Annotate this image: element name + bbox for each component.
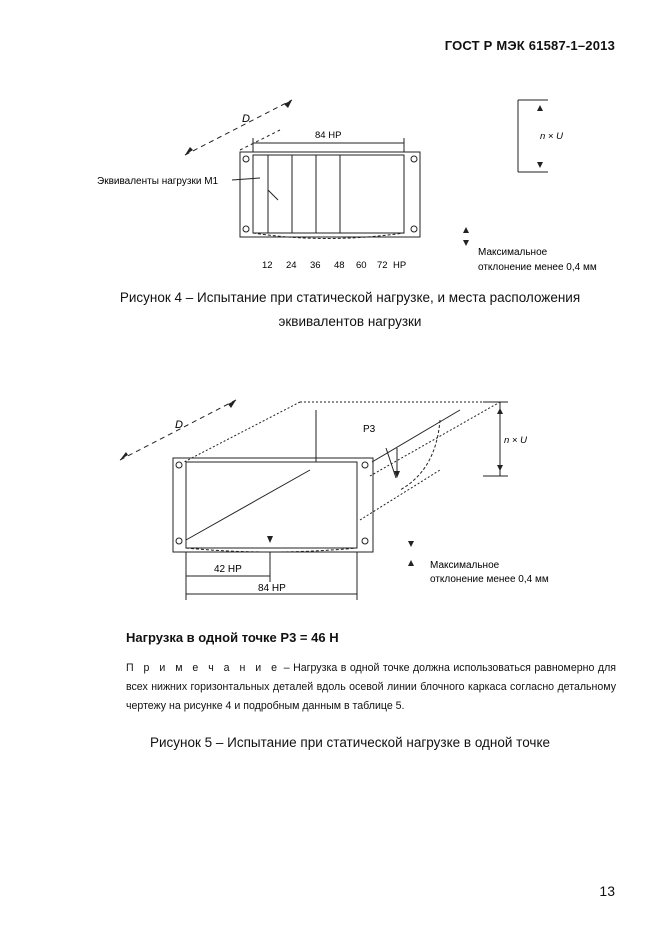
- hole5-bl: [176, 538, 182, 544]
- hole5-tr: [362, 462, 368, 468]
- fig5-d-label: D: [175, 419, 183, 431]
- top-right-persp: [372, 410, 460, 462]
- fig4-d-label: D: [242, 113, 250, 125]
- tick-12: 12: [262, 260, 273, 271]
- tick-60: 60: [356, 260, 367, 271]
- frame5-inner: [186, 462, 357, 548]
- fig4-nu-label: n × U: [540, 131, 563, 142]
- fig4-maxdev-2: отклонение менее 0,4 мм: [478, 262, 597, 273]
- hole5-br: [362, 538, 368, 544]
- fig4-maxdev-1: Максимальное: [478, 247, 548, 258]
- fig4-width-label: 84 HP: [315, 130, 342, 141]
- frame5-outer: [173, 458, 373, 552]
- dev5-arrow-bottom: [408, 560, 414, 566]
- dev5-arrow-top: [408, 541, 414, 547]
- load-title: Нагрузка в одной точке P3 = 46 Н: [126, 630, 339, 645]
- d5-arrow-head: [228, 400, 236, 408]
- p3-leader: [386, 448, 396, 478]
- nu5-arrow-top: [497, 408, 503, 414]
- center-load-arrow: [267, 536, 273, 543]
- fig5-dim-42: 42 HP: [214, 564, 242, 575]
- bottom-persp: [186, 470, 310, 540]
- figure-4-caption-line1: Рисунок 4 – Испытание при статической нагрузке, и места расположения: [119, 290, 581, 305]
- note-prefix: П р и м е ч а н и е: [126, 662, 281, 674]
- fig5-p3-label: P3: [363, 424, 376, 435]
- tick-unit: HP: [393, 260, 407, 271]
- tick-24: 24: [286, 260, 297, 271]
- fig5-maxdev-2: отклонение менее 0,4 мм: [430, 574, 549, 585]
- deflection5: [186, 548, 357, 552]
- figure-5-caption: Рисунок 5 – Испытание при статической нагрузке в одной точке: [149, 735, 551, 750]
- figure-4-caption-line2: эквивалентов нагрузки: [278, 314, 422, 329]
- fig5-dim-84: 84 HP: [258, 583, 286, 594]
- mid-persp: [370, 402, 500, 476]
- document-header: ГОСТ Р МЭК 61587-1–2013: [444, 38, 615, 53]
- fig4-equiv-label: Эквиваленты нагрузки М1: [97, 176, 219, 187]
- page-number: 13: [599, 883, 615, 899]
- note-text: – Нагрузка в одной точке должна использоваться равномерно для всех нижних горизонтальных деталей вдоль осевой линии блочного каркаса согласно детальному чертежу на рисунке 4 и подробным данным в таблице 5.: [126, 662, 616, 712]
- note-paragraph: [126, 659, 616, 716]
- tick-36: 36: [310, 260, 321, 271]
- tick-48: 48: [334, 260, 345, 271]
- hole5-tl: [176, 462, 182, 468]
- tick-72: 72: [377, 260, 388, 271]
- top-left-persp: [184, 402, 300, 462]
- fig5-maxdev-1: Максимальное: [430, 560, 500, 571]
- inner-persp: [360, 470, 440, 520]
- nu5-arrow-bottom: [497, 465, 503, 471]
- d5-arrow-tail: [120, 452, 128, 460]
- fig5-nu-label: n × U: [504, 435, 527, 446]
